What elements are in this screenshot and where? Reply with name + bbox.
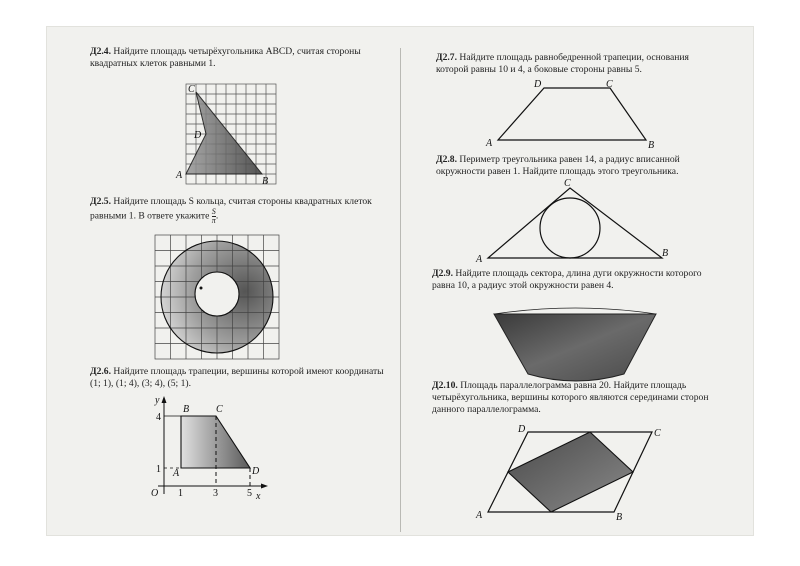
inscribed-circle bbox=[540, 198, 600, 258]
task-text: Найдите площадь S кольца, считая стороны квадратных клеток равными 1. В ответе укажите bbox=[90, 196, 372, 222]
label-c: C bbox=[606, 79, 613, 90]
label-b: B bbox=[183, 404, 190, 415]
task-number: Д2.5. bbox=[90, 196, 111, 207]
center-dot bbox=[200, 287, 203, 290]
figure-d2-5-ring bbox=[152, 232, 282, 362]
label-a: A bbox=[486, 138, 493, 149]
figure-d2-4-grid bbox=[172, 78, 282, 190]
midpoint-quadrilateral bbox=[508, 432, 633, 512]
task-text: Найдите площадь сектора, длина дуги окружности которого равна 10, а радиус этой окружности равен 4. bbox=[432, 268, 702, 291]
task-number: Д2.6. bbox=[90, 366, 111, 377]
figure-d2-10-parallelogram bbox=[474, 420, 674, 524]
sector-shape bbox=[494, 314, 656, 381]
fraction-tail: . bbox=[215, 210, 219, 222]
label-b: B bbox=[662, 248, 669, 259]
label-d: D bbox=[534, 79, 542, 90]
task-d2-10 bbox=[432, 380, 717, 416]
tick-x5: 5 bbox=[247, 488, 252, 499]
task-text: Найдите площадь равнобедренной трапеции, основания которой равны 10 и 4, а боковые стороны равны 5. bbox=[436, 52, 689, 75]
task-text: Периметр треугольника равен 14, а радиус вписанной окружности равен 1. Найдите площадь этого треугольника. bbox=[436, 154, 680, 177]
task-d2-9 bbox=[432, 268, 717, 292]
figure-d2-9-sector bbox=[488, 296, 664, 382]
label-c: C bbox=[564, 178, 571, 189]
axis-label-x: x bbox=[256, 491, 261, 502]
label-a: A bbox=[173, 468, 180, 479]
label-b: B bbox=[262, 176, 269, 187]
label-a: A bbox=[176, 170, 183, 181]
tick-y4: 4 bbox=[156, 412, 161, 423]
label-d: D bbox=[518, 424, 526, 435]
tick-x1: 1 bbox=[178, 488, 183, 499]
label-c: C bbox=[216, 404, 223, 415]
task-d2-4 bbox=[90, 46, 370, 70]
label-b: B bbox=[616, 512, 623, 523]
task-number: Д2.4. bbox=[90, 46, 111, 57]
figure-d2-6-coordinates bbox=[146, 394, 276, 502]
task-d2-7 bbox=[436, 52, 716, 76]
figure-d2-7-trapezoid bbox=[478, 78, 670, 150]
fraction-numerator: S bbox=[211, 207, 216, 216]
task-d2-6 bbox=[90, 366, 385, 390]
label-c: C bbox=[188, 84, 195, 95]
task-number: Д2.10. bbox=[432, 380, 458, 391]
origin-label: O bbox=[151, 488, 159, 499]
label-d: D bbox=[252, 466, 260, 477]
task-d2-5 bbox=[90, 196, 390, 225]
task-text: Площадь параллелограмма равна 20. Найдите площадь четырёхугольника, вершины которого являются серединами сторон данного параллелограмма. bbox=[432, 380, 709, 415]
fraction-denominator: π bbox=[211, 216, 216, 225]
isosceles-trapezoid bbox=[498, 88, 646, 140]
label-a: A bbox=[476, 510, 483, 521]
task-d2-8 bbox=[436, 154, 716, 178]
label-a: A bbox=[476, 254, 483, 265]
label-c: C bbox=[654, 428, 661, 439]
label-b: B bbox=[648, 140, 655, 150]
task-number: Д2.9. bbox=[432, 268, 453, 279]
inner-circle bbox=[195, 272, 239, 316]
figure-d2-8-triangle bbox=[474, 176, 674, 266]
tick-x3: 3 bbox=[213, 488, 218, 499]
label-d: D bbox=[194, 130, 202, 141]
column-divider bbox=[400, 48, 401, 532]
axis-label-y: y bbox=[155, 395, 160, 406]
tick-y1: 1 bbox=[156, 464, 161, 475]
task-number: Д2.8. bbox=[436, 154, 457, 165]
task-text: Найдите площадь четырёхугольника ABCD, считая стороны квадратных клеток равными 1. bbox=[90, 46, 361, 69]
task-text: Найдите площадь трапеции, вершины которой имеют координаты (1; 1), (1; 4), (3; 4), (5; 1). bbox=[90, 366, 384, 389]
task-number: Д2.7. bbox=[436, 52, 457, 63]
